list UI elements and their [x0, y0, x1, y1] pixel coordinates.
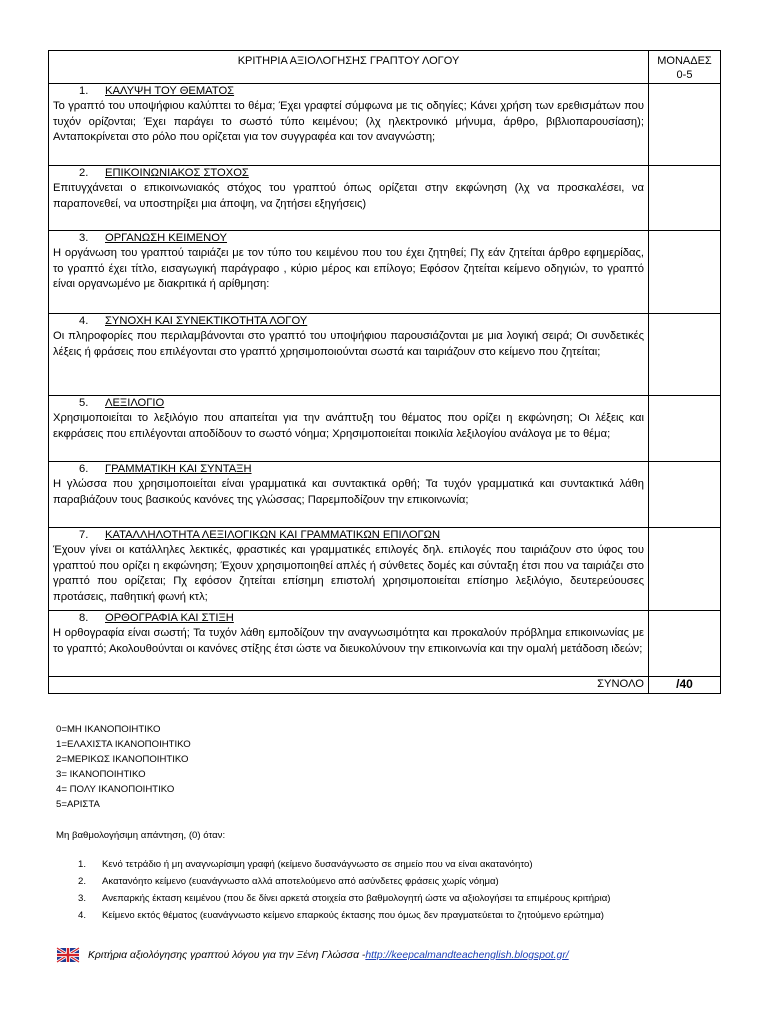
scale-item: 4= ΠΟΛΥ ΙΚΑΝΟΠΟΙΗΤΙΚΟ: [56, 784, 175, 795]
score-cell[interactable]: [649, 396, 721, 462]
criterion-heading: [53, 166, 644, 181]
points-range: 0-5: [676, 69, 693, 81]
uk-flag-icon: [56, 946, 80, 964]
points-label: ΜΟΝΑΔΕΣ: [657, 55, 712, 67]
scale-item: 3= ΙΚΑΝΟΠΟΙΗΤΙΚΟ: [56, 769, 146, 780]
criterion-description: Το γραπτό του υποψήφιου καλύπτει το θέμα; Έχει γραφτεί σύμφωνα με τις οδηγίες; Κάνει χρήση των ερεθισμάτων που τυχόν ορίζονται; Έχει παράγει το σωστό τύπο κειμένου; (λχ ηλεκτρονικό μήνυμα, άρθρο, βιβλιοπαρουσίαση); Ανταποκρίνεται στο ρόλο που ορίζεται για τον συγγραφέα και τον αναγνώστη;: [53, 100, 644, 143]
score-cell[interactable]: [649, 231, 721, 314]
list-text: Ανεπαρκής έκταση κειμένου (που δε δίνει αρκετά στοιχεία στο βαθμολογητή ώστε να αξιολογήσει τα επιμέρους κριτήρια): [102, 893, 611, 904]
criterion-description: Η ορθογραφία είναι σωστή; Τα τυχόν λάθη εμποδίζουν την αναγνωσιμότητα και προκαλούν πρόβλημα επικοινωνίας με το γραπτό; Ακολουθούνται οι κανόνες στίξης έτσι ώστε να διευκολύνουν την επικοινωνία και την ομαλή μετάδοση ιδεών;: [53, 627, 644, 655]
total-value: /40: [649, 677, 721, 694]
criterion-description: Οι πληροφορίες που περιλαμβάνονται στο γραπτό του υποψήφιου παρουσιάζονται με μια λογική σειρά; Οι συνδετικές λέξεις ή φράσεις που επιλέγονται στο γραπτό χρησιμοποιούνται σωστά και ταιριάζουν στο κείμενο που ζητείται;: [53, 330, 644, 358]
criterion-number: 6.: [79, 463, 89, 475]
criterion-cell: [49, 462, 649, 528]
criterion-cell: [49, 528, 649, 611]
list-item: [78, 856, 610, 873]
list-text: Κενό τετράδιο ή μη αναγνωρίσιμη γραφή (κείμενο δυσανάγνωστο σε σημείο που να είναι ακατανόητο): [102, 859, 533, 870]
zero-score-list: [78, 856, 610, 924]
criterion-cell: [49, 314, 649, 396]
criterion-row: [49, 84, 721, 166]
criterion-number: 1.: [79, 85, 89, 97]
criterion-heading: [53, 462, 644, 477]
list-item: [78, 890, 610, 907]
criterion-heading: [53, 314, 644, 329]
criterion-title: ΚΑΤΑΛΛΗΛΟΤΗΤΑ ΛΕΞΙΛΟΓΙΚΩΝ ΚΑΙ ΓΡΑΜΜΑΤΙΚΩΝ ΕΠΙΛΟΓΩΝ: [105, 529, 441, 541]
criterion-number: 2.: [79, 167, 89, 179]
list-number: 3.: [78, 893, 87, 904]
table-title: ΚΡΙΤΗΡΙΑ ΑΞΙΟΛΟΓΗΣΗΣ ΓΡΑΠΤΟΥ ΛΟΓΟΥ: [49, 51, 649, 84]
points-header: [649, 51, 721, 84]
assessment-table: [48, 50, 721, 694]
criterion-heading: [53, 396, 644, 411]
criterion-title: ΟΡΘΟΓΡΑΦΙΑ ΚΑΙ ΣΤΙΞΗ: [105, 612, 234, 624]
footer-text: Κριτήρια αξιολόγησης γραπτού λόγου για την Ξένη Γλώσσα -: [88, 949, 366, 961]
criterion-title: ΚΑΛΥΨΗ ΤΟΥ ΘΕΜΑΤΟΣ: [105, 85, 235, 97]
criterion-row: [49, 611, 721, 677]
table-header-row: [49, 51, 721, 84]
scale-item: 1=ΕΛΑΧΙΣΤΑ ΙΚΑΝΟΠΟΙΗΤΙΚΟ: [56, 739, 191, 750]
criterion-description: Η γλώσσα που χρησιμοποιείται είναι γραμματικά και συντακτικά ορθή; Τα τυχόν γραμματικά και συντακτικά λάθη παραβιάζουν τους βασικούς κανόνες της γλώσσας; Παρεμποδίζουν την επικοινωνία;: [53, 478, 644, 506]
list-item: [78, 873, 610, 890]
criterion-row: [49, 231, 721, 314]
criterion-row: [49, 314, 721, 396]
total-row: [49, 677, 721, 694]
list-number: 4.: [78, 910, 87, 921]
score-cell[interactable]: [649, 84, 721, 166]
criterion-title: ΓΡΑΜΜΑΤΙΚΗ ΚΑΙ ΣΥΝΤΑΞΗ: [105, 463, 252, 475]
criterion-description: Η οργάνωση του γραπτού ταιριάζει με τον τύπο του κειμένου που του έχει ζητηθεί; Πχ εάν ζητείται άρθρο εφημερίδας, το γραπτό έχει τίτλο, εισαγωγική παράγραφο , κύριο μέρος και επίλογο; Εφόσον ζητείται κείμενο οδηγιών, το γραπτό είναι οργανωμένο με διακριτικά ή αρίθμηση:: [53, 247, 644, 290]
zero-score-title: Μη βαθμολογήσιμη απάντηση, (0) όταν:: [56, 830, 226, 841]
criterion-number: 8.: [79, 612, 89, 624]
criterion-description: Επιτυγχάνεται ο επικοινωνιακός στόχος του γραπτού όπως ορίζεται στην εκφώνηση (λχ να προσκαλέσει, να παραπονεθεί, να υποστηρίξει μια άποψη, να ζητήσει εξηγήσεις): [53, 182, 644, 210]
criterion-heading: [53, 528, 644, 543]
score-cell[interactable]: [649, 166, 721, 231]
blog-link[interactable]: http://keepcalmandteachenglish.blogspot.gr/: [365, 949, 569, 961]
criterion-cell: [49, 611, 649, 677]
scale-item: 5=ΑΡΙΣΤΑ: [56, 799, 100, 810]
score-cell[interactable]: [649, 314, 721, 396]
criterion-title: ΟΡΓΑΝΩΣΗ ΚΕΙΜΕΝΟΥ: [105, 232, 228, 244]
score-cell[interactable]: [649, 611, 721, 677]
criterion-row: [49, 166, 721, 231]
total-label: ΣΥΝΟΛΟ: [49, 677, 649, 694]
score-cell[interactable]: [649, 528, 721, 611]
criterion-title: ΣΥΝΟΧΗ ΚΑΙ ΣΥΝΕΚΤΙΚΟΤΗΤΑ ΛΟΓΟΥ: [105, 315, 308, 327]
criterion-row: [49, 462, 721, 528]
scale-item: 2=ΜΕΡΙΚΩΣ ΙΚΑΝΟΠΟΙΗΤΙΚΟ: [56, 754, 189, 765]
rating-scale: [56, 722, 191, 812]
list-number: 1.: [78, 859, 87, 870]
criterion-title: ΛΕΞΙΛΟΓΙΟ: [105, 397, 165, 409]
score-cell[interactable]: [649, 462, 721, 528]
criterion-cell: [49, 231, 649, 314]
criterion-description: Έχουν γίνει οι κατάλληλες λεκτικές, φραστικές και γραμματικές επιλογές δηλ. επιλογές που ταιριάζουν στο ύφος του γραπτού που ορίζει η εκφώνηση; Έχουν χρησιμοποιηθεί απλές ή σύνθετες δομές και σύνταξη έτσι που να ταιριάζει στο γραπτό που ορίζεται; Πχ εφόσον ζητείται επίσημη επιστολή χρησιμοποιείται επίσημο λεξιλόγιο, δευτερεύουσες προτάσεις, παθητική φωνή κτλ;: [53, 544, 644, 603]
criterion-row: [49, 528, 721, 611]
scale-item: 0=ΜΗ ΙΚΑΝΟΠΟΙΗΤΙΚΟ: [56, 724, 161, 735]
list-number: 2.: [78, 876, 87, 887]
criterion-description: Χρησιμοποιείται το λεξιλόγιο που απαιτείται για την ανάπτυξη του θέματος που ορίζει η εκφώνηση; Οι λέξεις και εκφράσεις που επιλέγονται αποδίδουν το σωστό νόημα; Χρησιμοποιείται ποικιλία λεξιλογίου ανάλογα με το θέμα;: [53, 412, 644, 440]
criterion-number: 4.: [79, 315, 89, 327]
criterion-row: [49, 396, 721, 462]
criterion-cell: [49, 166, 649, 231]
criterion-number: 7.: [79, 529, 89, 541]
criterion-heading: [53, 611, 644, 626]
criterion-cell: [49, 396, 649, 462]
criterion-number: 5.: [79, 397, 89, 409]
list-item: [78, 907, 610, 924]
footer: [56, 946, 569, 964]
criterion-heading: [53, 231, 644, 246]
criterion-title: ΕΠΙΚΟΙΝΩΝΙΑΚΟΣ ΣΤΟΧΟΣ: [105, 167, 249, 179]
criterion-number: 3.: [79, 232, 89, 244]
list-text: Κείμενο εκτός θέματος (ευανάγνωστο κείμενο επαρκούς έκτασης που όμως δεν πραγματεύεται το ζητούμενο ερώτημα): [102, 910, 604, 921]
list-text: Ακατανόητο κείμενο (ευανάγνωστο αλλά αποτελούμενο από ασύνδετες φράσεις χωρίς νόημα): [102, 876, 499, 887]
criterion-cell: [49, 84, 649, 166]
criterion-heading: [53, 84, 644, 99]
